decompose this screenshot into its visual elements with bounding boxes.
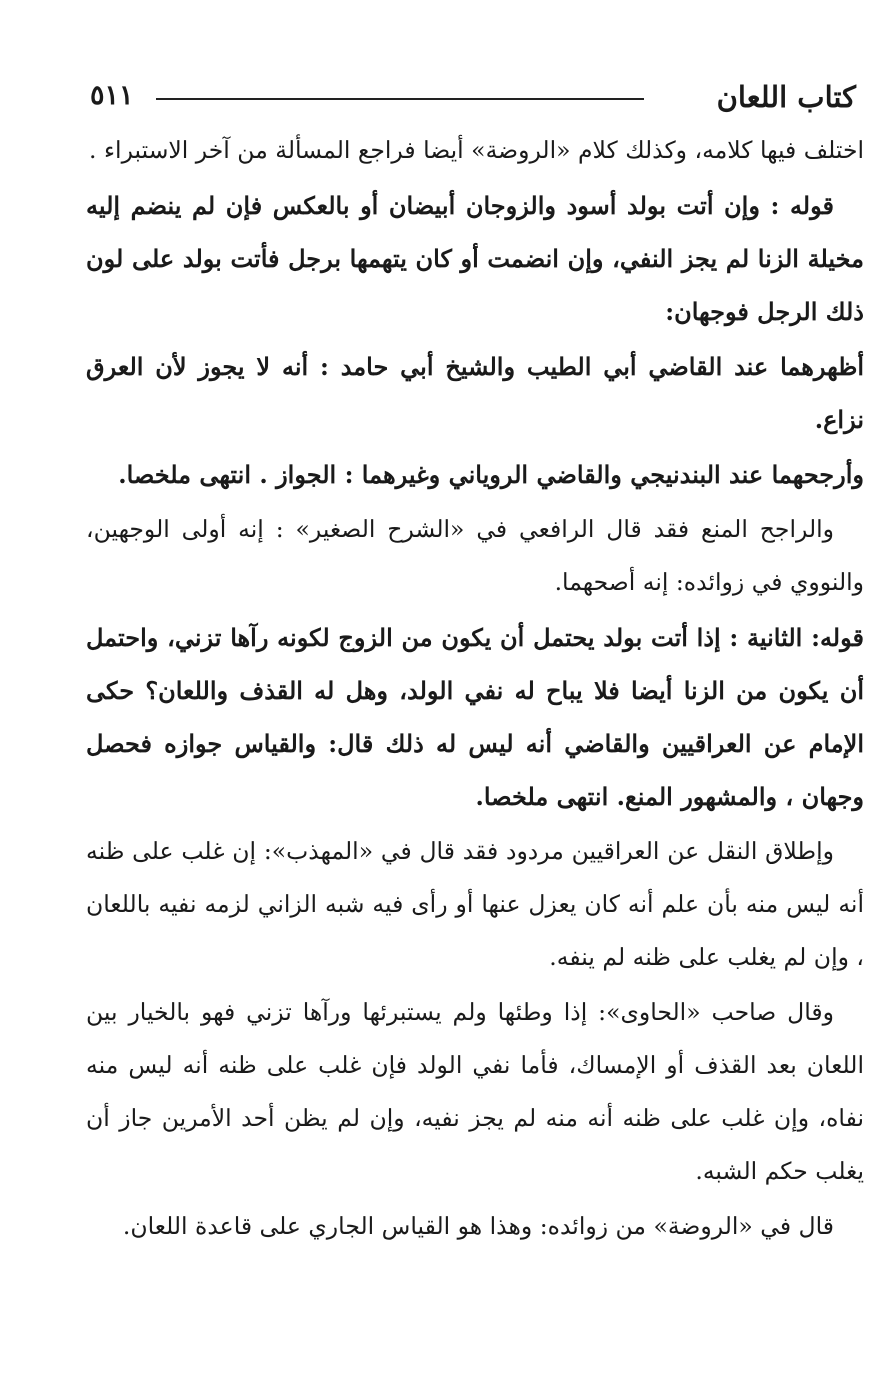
- paragraph: وأرجحهما عند البندنيجي والقاضي الروياني وغيرهما : الجواز . انتهى ملخصا.: [118, 460, 864, 489]
- paragraph: اختلف فيها كلامه، وكذلك كلام «الروضة» أيضا فراجع المسألة من آخر الاستبراء .: [89, 136, 864, 164]
- page-body: [86, 124, 864, 1253]
- paragraph: قال في «الروضة» من زوائده: وهذا هو القياس الجاري على قاعدة اللعان.: [122, 1212, 834, 1240]
- running-title: كتاب اللعان: [716, 80, 856, 114]
- header-rule: [156, 98, 644, 100]
- paragraph: وإطلاق النقل عن العراقيين مردود فقد قال في «المهذب»: إن غلب على ظنه أنه ليس منه بأن علم أنه كان يعزل عنها أو رأى فيه شبه الزاني لزمه نفيه باللعان ، وإن لم يغلب على ظنه لم ينفه.: [86, 837, 864, 971]
- paragraph: قوله: الثانية : إذا أتت بولد يحتمل أن يكون من الزوج لكونه رآها تزني، واحتمل أن يكون من الزنا أيضا فلا يباح له نفي الولد، وهل له القذف واللعان؟ حكى الإمام عن العراقيين والقاضي أنه ليس له ذلك قال: والقياس جوازه فحصل وجهان ، والمشهور المنع. انتهى ملخصا.: [86, 623, 864, 811]
- page-header: [86, 72, 864, 124]
- book-page: [86, 72, 864, 1253]
- page-number: ٥١١: [90, 80, 134, 111]
- paragraph: والراجح المنع فقد قال الرافعي في «الشرح الصغير» : إنه أولى الوجهين، والنووي في زوائده: إنه أصحهما.: [86, 515, 864, 596]
- paragraph: وقال صاحب «الحاوى»: إذا وطئها ولم يستبرئها ورآها تزني فهو بالخيار بين اللعان بعد القذف أو الإمساك، فأما نفي الولد فإن غلب على ظنه أنه ليس منه نفاه، وإن غلب على ظنه أنه منه لم يجز نفيه، وإن لم يظن أحد الأمرين جاز أن يغلب حكم الشبه.: [86, 998, 864, 1185]
- paragraph: أظهرهما عند القاضي أبي الطيب والشيخ أبي حامد : أنه لا يجوز لأن العرق نزاع.: [86, 352, 864, 434]
- paragraph: قوله : وإن أتت بولد أسود والزوجان أبيضان أو بالعكس فإن لم ينضم إليه مخيلة الزنا لم يجز النفي، وإن انضمت أو كان يتهمها برجل فأتت بولد على لون ذلك الرجل فوجهان:: [86, 191, 864, 326]
